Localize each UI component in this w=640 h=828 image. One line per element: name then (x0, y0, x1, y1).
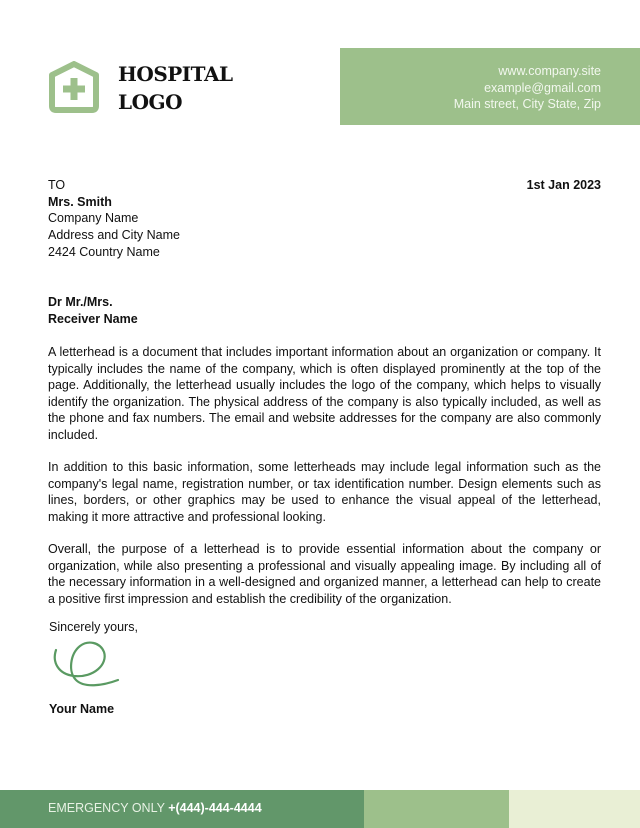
recipient-company: Company Name (48, 211, 139, 226)
recipient-address: Address and City Name (48, 228, 181, 243)
hospital-house-plus-icon (48, 61, 100, 113)
footer-accent-light (509, 790, 640, 828)
contact-band (340, 48, 640, 125)
emergency-contact (0, 790, 364, 828)
salutation-line-2: Receiver Name (48, 312, 138, 326)
closing-text: Sincerely yours, (49, 620, 138, 634)
hospital-logo-text (118, 60, 233, 116)
emergency-label: EMERGENCY ONLY (48, 801, 169, 815)
footer-accent-mid (364, 790, 509, 828)
logo-line-2: LOGO (118, 90, 182, 114)
salutation (48, 294, 138, 328)
emergency-phone: +(444)-444-4444 (168, 801, 262, 815)
logo-line-1: HOSPITAL (118, 62, 233, 86)
email-text: example@gmail.com (484, 80, 601, 95)
body-paragraph: In addition to this basic information, some letterheads may include legal information such as the company's legal name, registration number, or tax identification number. Design elements such as lines, borders, or other graphics may be used to enhance the visual appeal of the letterhead, making it more attractive and professional looking. (48, 460, 601, 524)
letter-body (48, 344, 601, 624)
letter-date: 1st Jan 2023 (526, 178, 601, 192)
body-paragraph: A letterhead is a document that includes important information about an organization or company. It typically includes the name of the company, which is often displayed prominently at the top of the page. Additionally, the letterhead usually includes the logo of the company, which helps to visually identify the organization. The physical address of the company is also typically included, as well as the phone and fax numbers. The email and website addresses for the company are also commonly included. (48, 345, 601, 442)
address-text: Main street, City State, Zip (453, 97, 601, 111)
signature-icon (50, 638, 125, 693)
recipient-country: 2424 Country Name (48, 244, 160, 259)
salutation-line-1: Dr Mr./Mrs. (48, 295, 113, 309)
website-text: www.company.site (498, 64, 601, 78)
recipient-block (48, 177, 180, 261)
body-paragraph: Overall, the purpose of a letterhead is to provide essential information about the company or organization, while also presenting a professional and visually appealing image. By including all of the necessary information in a well-designed and organized manner, a letterhead can help to create a positive first impression and establish the credibility of the organization. (48, 542, 601, 606)
signer-name: Your Name (49, 702, 115, 716)
footer-bar (0, 790, 640, 828)
to-label: TO (48, 178, 66, 192)
recipient-name: Mrs. Smith (48, 194, 112, 209)
